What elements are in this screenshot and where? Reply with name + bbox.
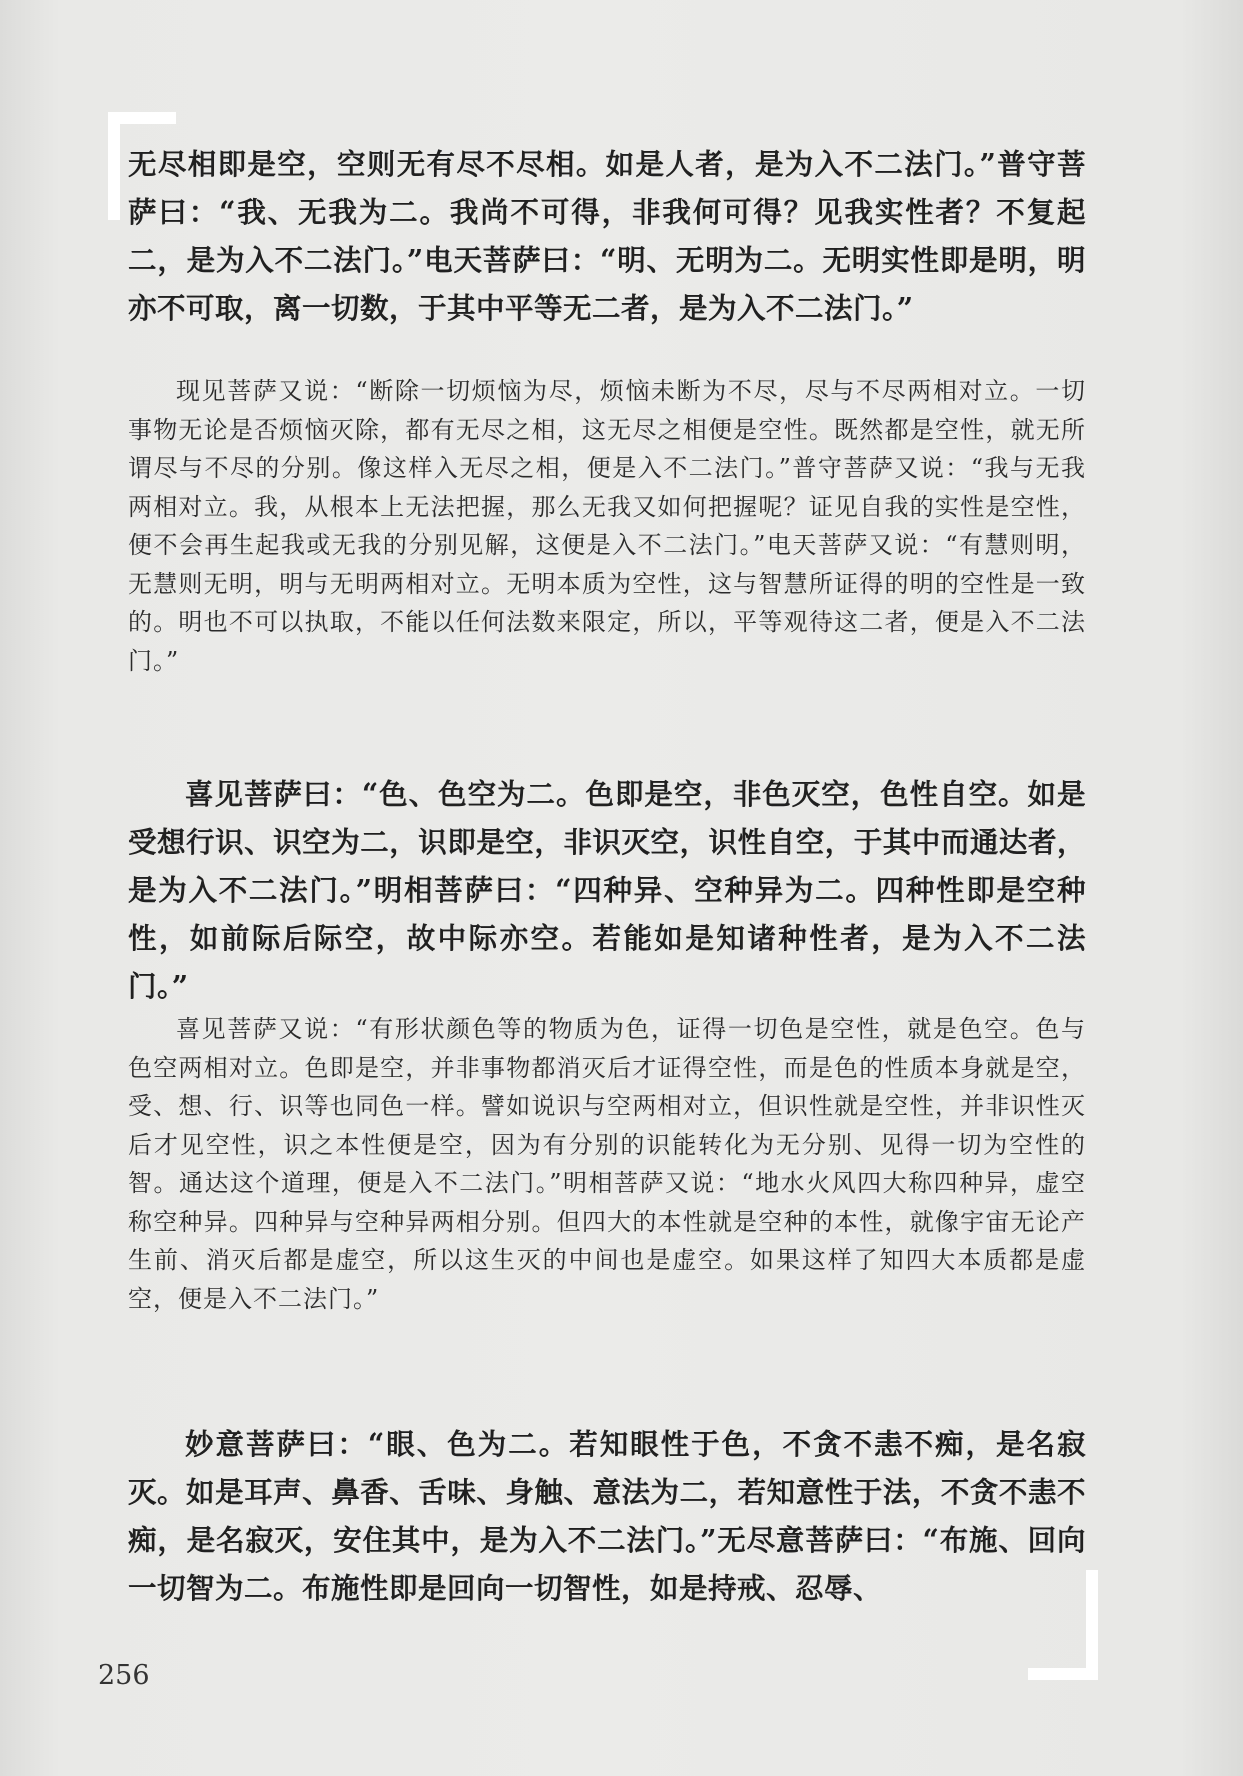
corner-bracket-top-left — [108, 112, 120, 220]
section-1-translation — [128, 372, 1086, 680]
translation-text: 喜见菩萨又说：“有形状颜色等的物质为色，证得一切色是空性，就是色空。色与色空两相对立。色即是空，并非事物都消灭后才证得空性，而是色的性质本身就是空，受、想、行、识等也同色一样。譬如说识与空两相对立，但识性就是空性，并非识性灭后才见空性，识之本性便是空，因为有分别的识能转化为无分别、见得一切为空性的智。通达这个道理，便是入不二法门。”明相菩萨又说：“地水火风四大称四种异，虚空称空种异。四种异与空种异两相分别。但四大的本性就是空种的本性，就像宇宙无论产生前、消灭后都是虚空，所以这生灭的中间也是虚空。如果这样了知四大本质都是虚空，便是入不二法门。” — [128, 1015, 1086, 1313]
section-2 — [128, 770, 1086, 1010]
section-2-translation — [128, 1010, 1086, 1318]
page-number: 256 — [98, 1660, 150, 1691]
section-3 — [128, 1420, 1086, 1612]
translation-text: 现见菩萨又说：“断除一切烦恼为尽，烦恼未断为不尽，尽与不尽两相对立。一切事物无论是否烦恼灭除，都有无尽之相，这无尽之相便是空性。既然都是空性，就无所谓尽与不尽的分别。像这样入无尽之相，便是入不二法门。”普守菩萨又说：“我与无我两相对立。我，从根本上无法把握，那么无我又如何把握呢？证见自我的实性是空性，便不会再生起我或无我的分别见解，这便是入不二法门。”电天菩萨又说：“有慧则明，无慧则无明，明与无明两相对立。无明本质为空性，这与智慧所证得的明的空性是一致的。明也不可以执取，不能以任何法数来限定，所以，平等观待这二者，便是入不二法门。” — [128, 377, 1086, 675]
original-text: 妙意菩萨曰：“眼、色为二。若知眼性于色，不贪不恚不痴，是名寂灭。如是耳声、鼻香、舌味、身触、意法为二，若知意性于法，不贪不恚不痴，是名寂灭，安住其中，是为入不二法门。”无尽意菩萨曰：“布施、回向一切智为二。布施性即是回向一切智性，如是持戒、忍辱、 — [128, 1427, 1086, 1605]
section-1 — [128, 140, 1086, 332]
original-text: 无尽相即是空，空则无有尽不尽相。如是人者，是为入不二法门。”普守菩萨曰：“我、无我为二。我尚不可得，非我何可得？见我实性者？不复起二，是为入不二法门。”电天菩萨曰：“明、无明为二。无明实性即是明，明亦不可取，离一切数，于其中平等无二者，是为入不二法门。” — [128, 147, 1086, 325]
corner-bracket-bottom-right — [1086, 1570, 1098, 1680]
original-text: 喜见菩萨曰：“色、色空为二。色即是空，非色灭空，色性自空。如是受想行识、识空为二，识即是空，非识灭空，识性自空，于其中而通达者，是为入不二法门。”明相菩萨曰：“四种异、空种异为二。四种性即是空种性，如前际后际空，故中际亦空。若能如是知诸种性者，是为入不二法门。” — [128, 777, 1086, 1003]
